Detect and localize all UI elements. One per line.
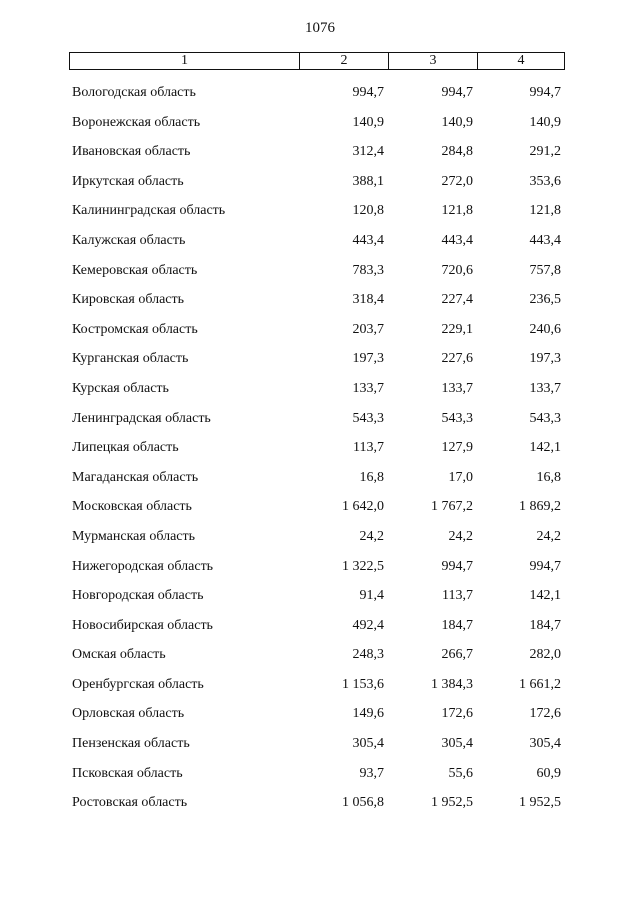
page-number: 1076 [305, 20, 335, 36]
region-name: Московская область [72, 499, 192, 515]
value-col-4: 133,7 [529, 380, 561, 396]
value-col-4: 994,7 [529, 558, 561, 574]
value-col-3: 229,1 [441, 321, 473, 337]
value-col-3: 1 767,2 [431, 499, 473, 515]
value-col-3: 305,4 [441, 736, 473, 752]
table-row [0, 492, 640, 522]
table-row [0, 226, 640, 256]
table-row [0, 729, 640, 759]
value-col-3: 543,3 [441, 410, 473, 426]
value-col-2: 543,3 [352, 410, 384, 426]
table-row [0, 374, 640, 404]
table-row [0, 463, 640, 493]
value-col-2: 994,7 [352, 85, 384, 100]
value-col-4: 142,1 [529, 588, 561, 604]
value-col-3: 17,0 [448, 469, 473, 485]
value-col-3: 1 952,5 [431, 795, 473, 811]
value-col-4: 142,1 [529, 440, 561, 456]
value-col-3: 140,9 [441, 114, 473, 130]
value-col-4: 121,8 [529, 203, 561, 219]
value-col-3: 720,6 [441, 262, 473, 278]
value-col-3: 184,7 [441, 617, 473, 633]
value-col-4: 1 869,2 [519, 499, 561, 515]
region-name: Курская область [72, 380, 169, 396]
region-name: Кировская область [72, 292, 185, 308]
region-name: Новосибирская область [72, 617, 213, 633]
table-row [0, 788, 640, 818]
value-col-4: 240,6 [529, 321, 561, 337]
value-col-2: 312,4 [352, 144, 384, 160]
value-col-2: 443,4 [352, 232, 384, 248]
table-row [0, 759, 640, 789]
region-name: Новгородская область [72, 588, 204, 604]
value-col-3: 121,8 [441, 203, 473, 219]
region-name: Курганская область [72, 351, 189, 367]
region-name: Калининградская область [72, 203, 226, 219]
value-col-4: 16,8 [536, 469, 561, 485]
value-col-4: 353,6 [529, 173, 561, 189]
column-header-3: 3 [388, 53, 477, 69]
table-row [0, 78, 640, 108]
value-col-3: 1 384,3 [431, 676, 473, 692]
value-col-2: 93,7 [359, 765, 384, 781]
value-col-2: 388,1 [352, 173, 384, 189]
value-col-4: 994,7 [529, 85, 561, 100]
region-name: Калужская область [72, 232, 186, 248]
region-name: Ивановская область [72, 144, 191, 160]
value-col-2: 133,7 [352, 380, 384, 396]
value-col-2: 149,6 [352, 706, 384, 722]
value-col-4: 184,7 [529, 617, 561, 633]
value-col-2: 197,3 [352, 351, 384, 367]
value-col-4: 543,3 [529, 410, 561, 426]
region-name: Костромская область [72, 321, 198, 337]
region-name: Воронежская область [72, 114, 201, 130]
value-col-4: 282,0 [529, 647, 561, 663]
region-name: Ленинградская область [72, 410, 211, 426]
value-col-2: 783,3 [352, 262, 384, 278]
value-col-4: 236,5 [529, 292, 561, 308]
value-col-2: 492,4 [352, 617, 384, 633]
table-row [0, 522, 640, 552]
value-col-2: 1 056,8 [342, 795, 384, 811]
value-col-4: 172,6 [529, 706, 561, 722]
region-name: Орловская область [72, 706, 185, 722]
value-col-3: 994,7 [441, 85, 473, 100]
value-col-2: 120,8 [352, 203, 384, 219]
value-col-3: 994,7 [441, 558, 473, 574]
value-col-3: 55,6 [448, 765, 473, 781]
column-header-1: 1 [181, 53, 188, 68]
table-row [0, 108, 640, 138]
value-col-4: 305,4 [529, 736, 561, 752]
table-row [0, 256, 640, 286]
region-name: Оренбургская область [72, 676, 204, 692]
value-col-4: 140,9 [529, 114, 561, 130]
value-col-2: 140,9 [352, 114, 384, 130]
value-col-4: 1 952,5 [519, 795, 561, 811]
table-row [0, 167, 640, 197]
value-col-2: 318,4 [352, 292, 384, 308]
table-row [0, 315, 640, 345]
value-col-4: 757,8 [529, 262, 561, 278]
value-col-2: 24,2 [359, 528, 384, 544]
value-col-2: 1 642,0 [342, 499, 384, 515]
region-name: Вологодская область [72, 85, 196, 100]
value-col-3: 266,7 [441, 647, 473, 663]
value-col-4: 443,4 [529, 232, 561, 248]
table-row [0, 344, 640, 374]
value-col-3: 284,8 [441, 144, 473, 160]
table-row [0, 404, 640, 434]
value-col-3: 227,6 [441, 351, 473, 367]
value-col-2: 248,3 [352, 647, 384, 663]
region-name: Псковская область [72, 765, 183, 781]
value-col-4: 60,9 [536, 765, 561, 781]
region-name: Мурманская область [72, 528, 196, 544]
value-col-2: 1 322,5 [342, 558, 384, 574]
region-name: Пензенская область [72, 736, 190, 752]
table-row [0, 640, 640, 670]
value-col-3: 172,6 [441, 706, 473, 722]
column-header-2: 2 [299, 53, 388, 69]
value-col-2: 91,4 [359, 588, 384, 604]
table-row [0, 196, 640, 226]
value-col-3: 113,7 [442, 588, 473, 604]
value-col-3: 24,2 [448, 528, 473, 544]
table-column-header [69, 52, 565, 70]
value-col-2: 305,4 [352, 736, 384, 752]
value-col-4: 1 661,2 [519, 676, 561, 692]
table-row [0, 433, 640, 463]
value-col-2: 1 153,6 [342, 676, 384, 692]
table-body [0, 78, 640, 818]
value-col-3: 227,4 [441, 292, 473, 308]
region-name: Кемеровская область [72, 262, 198, 278]
table-row [0, 611, 640, 641]
value-col-4: 291,2 [529, 144, 561, 160]
table-row [0, 581, 640, 611]
table-row [0, 137, 640, 167]
region-name: Магаданская область [72, 469, 199, 485]
region-name: Липецкая область [72, 440, 179, 456]
table-row [0, 285, 640, 315]
table-row [0, 699, 640, 729]
value-col-3: 127,9 [441, 440, 473, 456]
value-col-4: 197,3 [529, 351, 561, 367]
value-col-3: 443,4 [441, 232, 473, 248]
value-col-2: 203,7 [352, 321, 384, 337]
region-name: Нижегородская область [72, 558, 214, 574]
region-name: Иркутская область [72, 173, 184, 189]
region-name: Омская область [72, 647, 166, 663]
value-col-3: 133,7 [441, 380, 473, 396]
region-name: Ростовская область [72, 795, 188, 811]
table-row [0, 552, 640, 582]
value-col-2: 16,8 [359, 469, 384, 485]
table-row [0, 670, 640, 700]
value-col-2: 113,7 [353, 440, 384, 456]
column-header-4: 4 [477, 53, 564, 69]
value-col-4: 24,2 [536, 528, 561, 544]
value-col-3: 272,0 [441, 173, 473, 189]
